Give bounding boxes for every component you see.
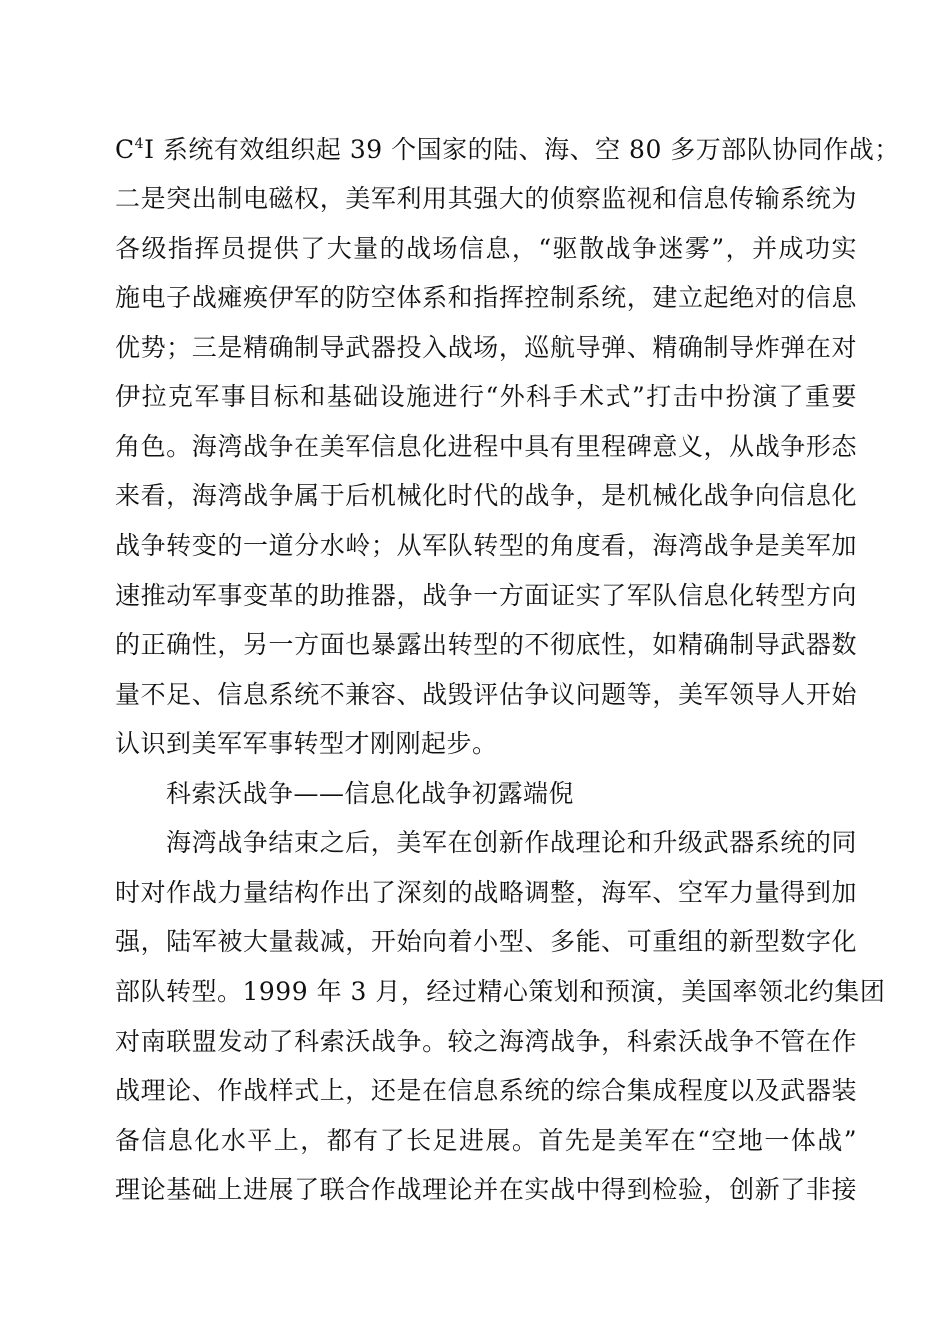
paragraph-line: 战理论、作战样式上，还是在信息系统的综合集成程度以及武器装 bbox=[115, 1076, 857, 1105]
paragraph-line: 理论基础上进展了联合作战理论并在实战中得到检验，创新了非接 bbox=[115, 1175, 857, 1204]
paragraph-line: 伊拉克军事目标和基础设施进行“外科手术式”打击中扮演了重要 bbox=[115, 382, 857, 411]
paragraph-line: 来看，海湾战争属于后机械化时代的战争，是机械化战争向信息化 bbox=[115, 481, 857, 510]
c4i-prefix: C bbox=[115, 135, 135, 164]
paragraph-line: 各级指挥员提供了大量的战场信息，“驱散战争迷雾”，并成功实 bbox=[115, 234, 857, 263]
paragraph-line: 战争转变的一道分水岭；从军队转型的角度看，海湾战争是美军加 bbox=[115, 531, 857, 560]
paragraph-line bbox=[115, 133, 900, 167]
paragraph-line: 对南联盟发动了科索沃战争。较之海湾战争，科索沃战争不管在作 bbox=[115, 1027, 857, 1056]
paragraph-line: 速推动军事变革的助推器，战争一方面证实了军队信息化转型方向 bbox=[115, 581, 857, 610]
paragraph-first-line: 海湾战争结束之后，美军在创新作战理论和升级武器系统的同 bbox=[166, 828, 857, 857]
paragraph-line: 施电子战瘫痪伊军的防空体系和指挥控制系统，建立起绝对的信息 bbox=[115, 283, 857, 312]
paragraph-line: 角色。海湾战争在美军信息化进程中具有里程碑意义，从战争形态 bbox=[115, 432, 857, 461]
paragraph-line: 优势；三是精确制导武器投入战场，巡航导弹、精确制导炸弹在对 bbox=[115, 333, 857, 362]
paragraph-line-text: I 系统有效组织起 39 个国家的陆、海、空 80 多万部队协同作战； bbox=[144, 135, 900, 164]
section-heading: 科索沃战争——信息化战争初露端倪 bbox=[166, 779, 575, 808]
paragraph-line: 量不足、信息系统不兼容、战毁评估争议问题等，美军领导人开始 bbox=[115, 680, 857, 709]
paragraph-line: 二是突出制电磁权，美军利用其强大的侦察监视和信息传输系统为 bbox=[115, 184, 857, 213]
paragraph-line: 部队转型。1999 年 3 月，经过精心策划和预演，美国率领北约集团 bbox=[115, 977, 886, 1006]
c4i-superscript: 4 bbox=[134, 136, 145, 152]
paragraph-last-line: 认识到美军军事转型才刚刚起步。 bbox=[115, 729, 498, 758]
paragraph-line: 的正确性，另一方面也暴露出转型的不彻底性，如精确制导武器数 bbox=[115, 630, 857, 659]
paragraph-line: 备信息化水平上，都有了长足进展。首先是美军在“空地一体战” bbox=[115, 1126, 857, 1155]
paragraph-line: 强，陆军被大量裁减，开始向着小型、多能、可重组的新型数字化 bbox=[115, 927, 857, 956]
paragraph-line: 时对作战力量结构作出了深刻的战略调整，海军、空军力量得到加 bbox=[115, 878, 857, 907]
